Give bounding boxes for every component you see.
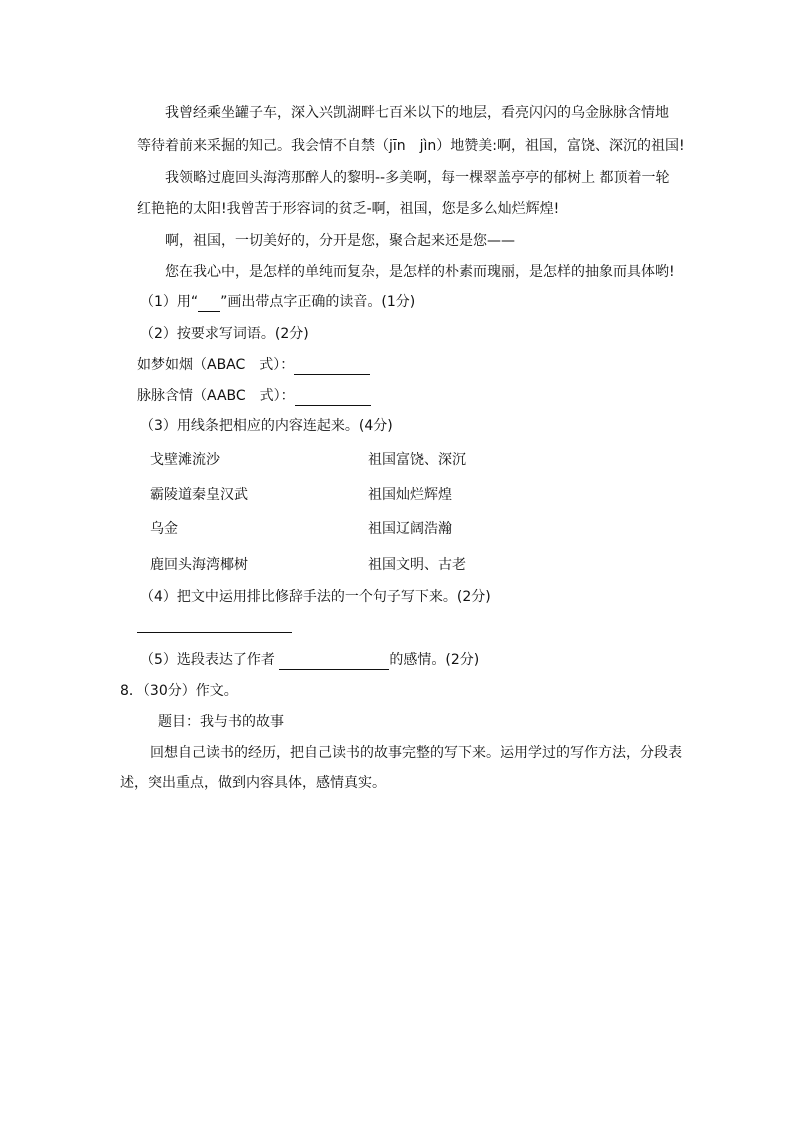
question-2b <box>137 386 371 406</box>
passage-line-1a: 我曾经乘坐罐子车，深入兴凯湖畔七百米以下的地层，看亮闪闪的乌金脉脉含情地 <box>165 105 669 121</box>
question-5-prefix: （5）选段表达了作者 <box>140 652 275 668</box>
match-right-item[interactable]: 祖国辽阔浩瀚 <box>368 521 452 537</box>
passage-line-2b: 红艳艳的太阳!我曾苦于形容词的贫乏-啊，祖国，您是多么灿烂辉煌! <box>137 201 560 217</box>
question-3: （3）用线条把相应的内容连起来。(4分) <box>140 418 393 434</box>
passage-line-3: 啊，祖国，一切美好的，分开是您，聚合起来还是您—— <box>165 233 515 249</box>
match-left-item[interactable]: 乌金 <box>150 521 178 537</box>
question-5-suffix: 的感情。(2分) <box>389 652 480 668</box>
question-2a-label: 如梦如烟（ABAC 式）： <box>137 357 295 373</box>
match-left-item[interactable]: 霸陵道秦皇汉武 <box>150 487 248 503</box>
question-2: （2）按要求写词语。(2分) <box>140 326 309 342</box>
question-5 <box>140 650 479 670</box>
question-1 <box>140 292 415 312</box>
question-2a-answer-blank[interactable] <box>294 360 370 375</box>
question-1-prefix: （1）用“ <box>140 294 199 310</box>
passage-line-1b: 等待着前来采掘的知己。我会情不自禁（jīn jìn）地赞美:啊，祖国，富饶、深沉的祖国! <box>137 138 685 154</box>
question-4-answer-line[interactable] <box>137 632 292 633</box>
match-right-item[interactable]: 祖国富饶、深沉 <box>368 452 466 468</box>
question-2b-answer-blank[interactable] <box>295 391 371 406</box>
question-1-suffix: ”画出带点字正确的读音。(1分) <box>220 294 416 310</box>
composition-header: 8．（30分）作文。 <box>120 683 238 699</box>
composition-requirement-line-1: 回想自己读书的经历，把自己读书的故事完整的写下来。运用学过的写作方法，分段表 <box>150 745 682 761</box>
question-2b-label: 脉脉含情（AABC 式）： <box>137 388 295 404</box>
question-4: （4）把文中运用排比修辞手法的一个句子写下来。(2分) <box>140 589 491 605</box>
match-right-item[interactable]: 祖国灿烂辉煌 <box>368 487 452 503</box>
match-left-item[interactable]: 鹿回头海湾椰树 <box>150 557 248 573</box>
question-1-underline-sample <box>198 297 220 312</box>
composition-topic: 题目：我与书的故事 <box>158 714 284 730</box>
passage-line-4: 您在我心中，是怎样的单纯而复杂，是怎样的朴素而瑰丽，是怎样的抽象而具体哟! <box>165 264 675 280</box>
match-right-item[interactable]: 祖国文明、古老 <box>368 557 466 573</box>
passage-line-2a: 我领略过鹿回头海湾那醉人的黎明--多美啊，每一棵翠盖亭亭的郁树上 都顶着一轮 <box>165 170 670 186</box>
composition-requirement-line-2: 述，突出重点，做到内容具体，感情真实。 <box>120 775 386 791</box>
question-2a <box>137 355 370 375</box>
match-left-item[interactable]: 戈壁滩流沙 <box>150 452 220 468</box>
question-5-answer-blank[interactable] <box>279 655 389 670</box>
